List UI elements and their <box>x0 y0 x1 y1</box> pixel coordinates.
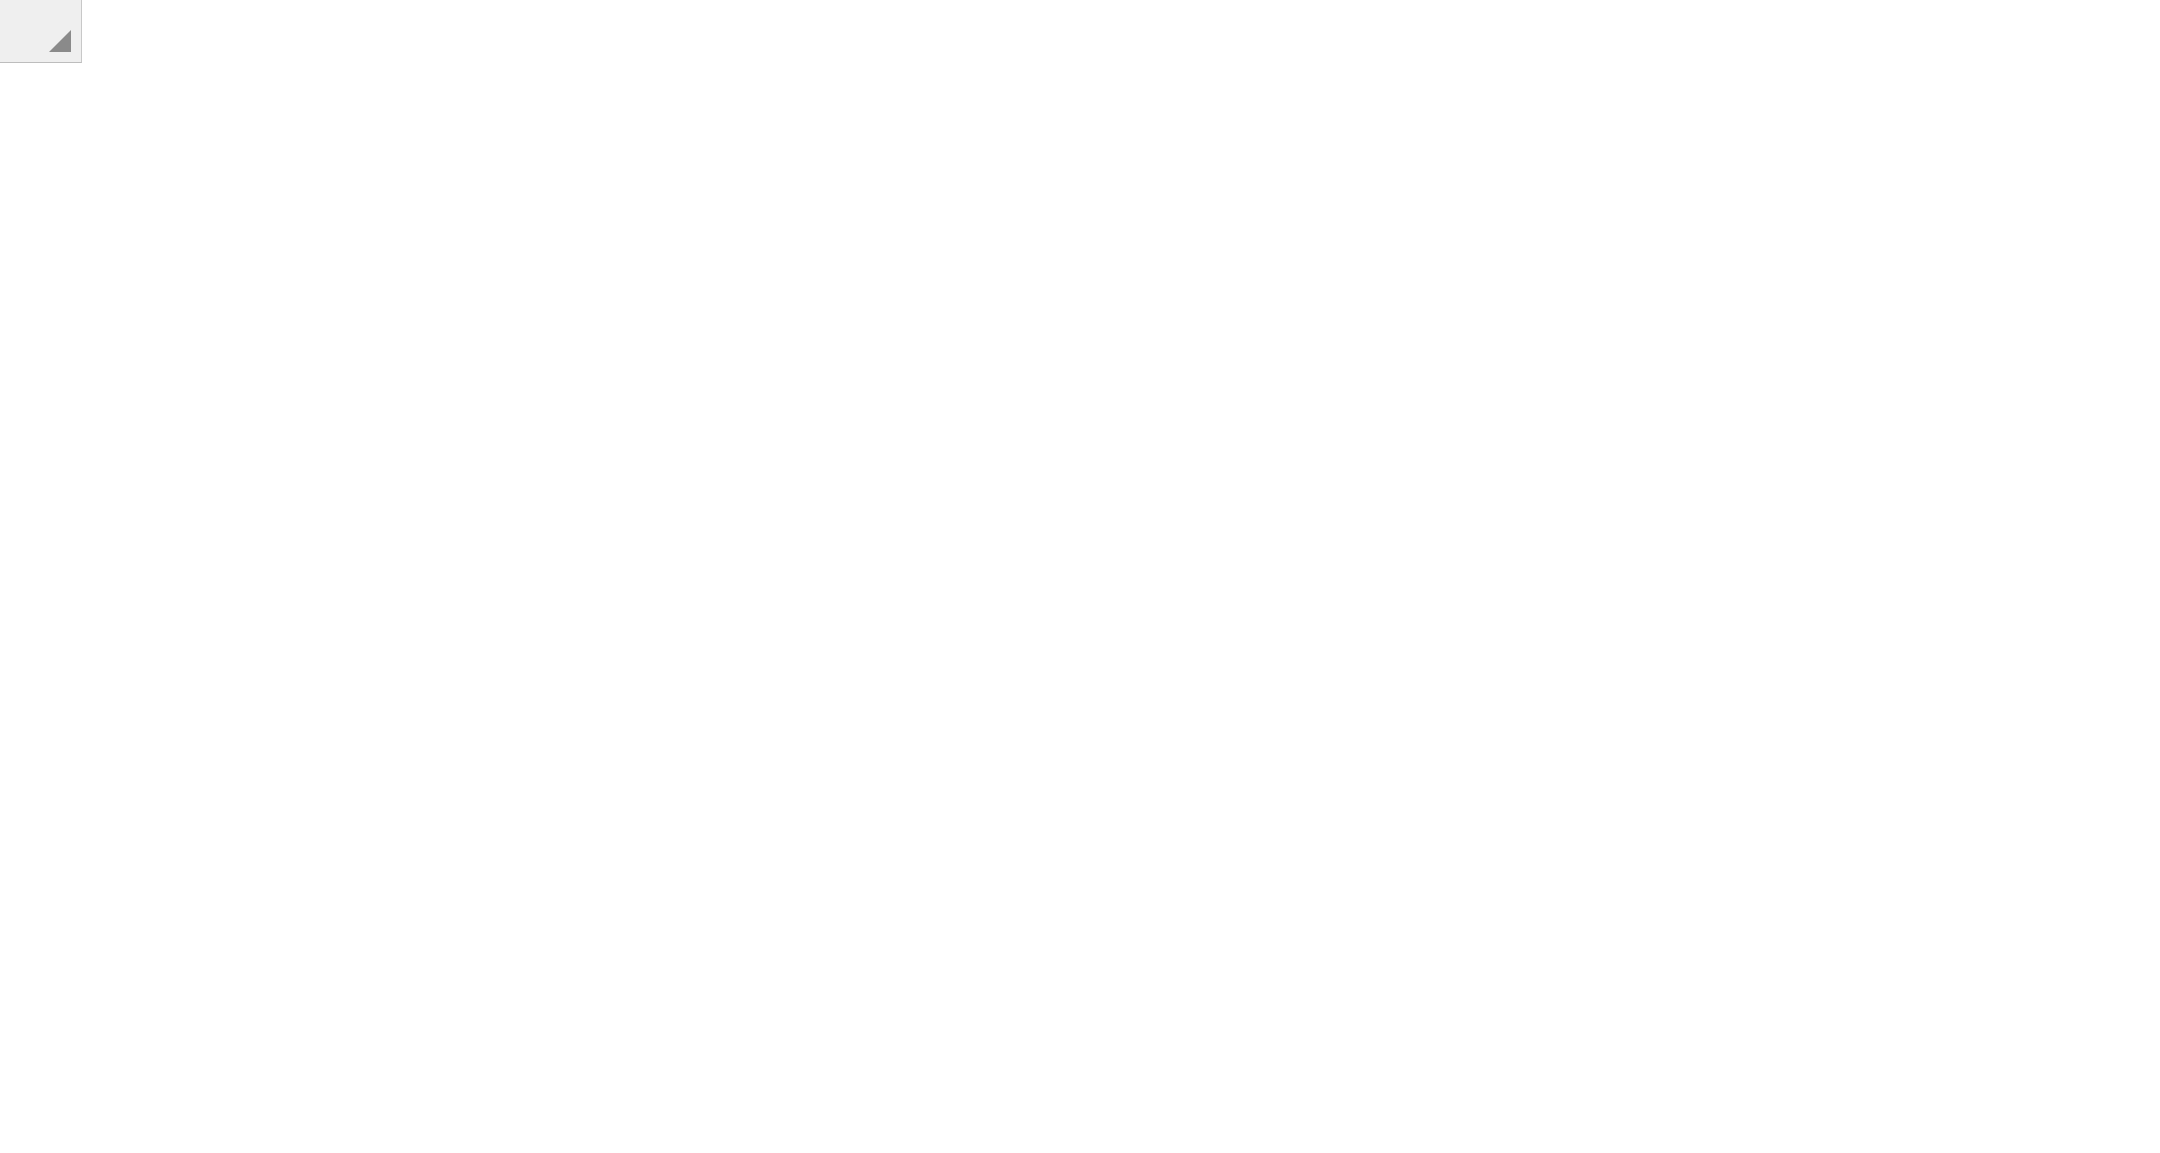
select-all-triangle-icon <box>49 30 71 52</box>
select-all-corner[interactable] <box>0 0 82 63</box>
